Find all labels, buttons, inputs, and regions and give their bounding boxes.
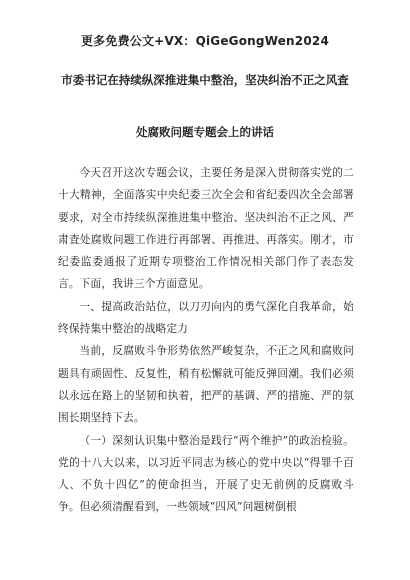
paragraph-intro: 今天召开这次专题会议，主要任务是深入贯彻落实党的二十大精神，全面落实中央纪委三次全会和省纪委四次全会部署要求，对全市持续纵深推进集中整治、坚决纠治不正之风、严肃査处腐败问题工作进行再部署、再推进、再落实。刚才，市纪委监委通报了近期专项整治工作情况相关部门作了表态发言。下面，我讲三个方面意见。: [58, 166, 354, 291]
title-line-1: 市委书记在持续纵深推进集中整治，坚决纠治不正之风査: [61, 73, 349, 87]
title-line-2: 处腐败问题专题会上的讲话: [136, 125, 274, 139]
promo-header: 更多免费公文+VX：QiGeGongWen2024: [80, 34, 329, 48]
paragraph-situation: 当前，反腐败斗争形势依然严峻复杂，不正之风和腐败问题具有顽固性、反复性，稍有松懈就可能反弹回潮。我们必须以永远在路上的坚韧和执着，把严的基调、严的措施、严的氛围长期坚持下去。: [58, 344, 354, 425]
section-heading-1: 一、提高政治站位，以刀刃向内的勇气深化自我革命，始终保持集中整治的战略定力: [58, 299, 354, 336]
subsection-1: （一）深刻认识集中整治是践行“两个维护”的政治检验。党的十八大以来，以习近平同志为核心的党中央以“得罪千百人、不负十四亿”的使命担当，开展了史无前例的反腐败斗争。但必须清醒看到，一些领域“四风”问题树倒根: [58, 433, 354, 514]
speech-body: [58, 162, 354, 519]
